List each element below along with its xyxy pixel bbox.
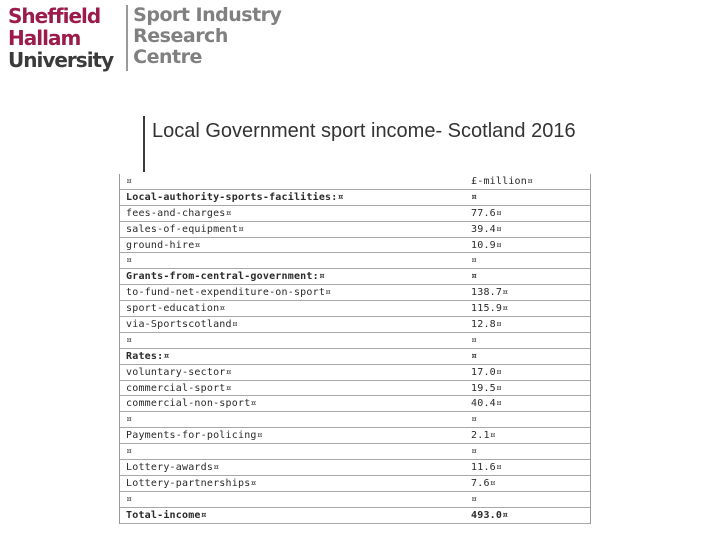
research-centre-name bbox=[133, 5, 281, 75]
row-value: 39.4¤ bbox=[471, 223, 503, 235]
row-value: 11.6¤ bbox=[471, 461, 503, 473]
row-label: to-fund-net-expenditure-on-sport¤ bbox=[126, 287, 332, 299]
table-row bbox=[120, 460, 590, 476]
row-label: Grants-from-central-government:¤ bbox=[126, 271, 326, 283]
row-label: ¤ bbox=[126, 446, 133, 458]
row-label: Total-income¤ bbox=[126, 509, 207, 521]
row-value: 493.0¤ bbox=[471, 509, 509, 521]
table-row bbox=[120, 222, 590, 238]
university-logo bbox=[8, 5, 281, 75]
row-label: ¤ bbox=[126, 175, 133, 187]
logo-divider bbox=[126, 5, 128, 71]
university-name bbox=[8, 5, 113, 75]
row-label: fees-and-charges¤ bbox=[126, 207, 232, 219]
table-row bbox=[120, 476, 590, 492]
row-label: ground-hire¤ bbox=[126, 239, 201, 251]
table-row bbox=[120, 349, 590, 365]
table-row bbox=[120, 301, 590, 317]
centre-name-line: Sport Industry bbox=[133, 4, 282, 26]
row-label: ¤ bbox=[126, 493, 133, 505]
row-value: ¤ bbox=[471, 191, 478, 203]
table-row bbox=[120, 190, 590, 206]
row-value: 77.6¤ bbox=[471, 207, 503, 219]
row-label: Payments-for-policing¤ bbox=[126, 430, 263, 442]
row-label: voluntary-sector¤ bbox=[126, 366, 232, 378]
row-value: ¤ bbox=[471, 255, 478, 267]
row-label: sport-education¤ bbox=[126, 303, 226, 315]
row-label: Local-authority-sports-facilities:¤ bbox=[126, 191, 344, 203]
table-row bbox=[120, 428, 590, 444]
row-value: 40.4¤ bbox=[471, 398, 503, 410]
university-name-line: University bbox=[8, 48, 114, 72]
table-row bbox=[120, 412, 590, 428]
centre-name-line: Research bbox=[133, 25, 228, 47]
row-label: Lottery-awards¤ bbox=[126, 461, 220, 473]
row-value: ¤ bbox=[471, 350, 478, 362]
table-row bbox=[120, 285, 590, 301]
centre-name-line: Centre bbox=[133, 46, 202, 68]
row-value: 12.8¤ bbox=[471, 318, 503, 330]
table-row bbox=[120, 238, 590, 254]
row-value: 2.1¤ bbox=[471, 430, 496, 442]
row-label: ¤ bbox=[126, 255, 133, 267]
table-row bbox=[120, 508, 590, 524]
row-value: 10.9¤ bbox=[471, 239, 503, 251]
table-row bbox=[120, 174, 590, 190]
row-label: ¤ bbox=[126, 414, 133, 426]
row-label: sales-of-equipment¤ bbox=[126, 223, 245, 235]
row-value: £-million¤ bbox=[471, 175, 534, 187]
row-value: ¤ bbox=[471, 271, 478, 283]
row-label: Rates:¤ bbox=[126, 350, 170, 362]
table-row bbox=[120, 253, 590, 269]
table-row bbox=[120, 206, 590, 222]
row-label: via-Sportscotland¤ bbox=[126, 318, 238, 330]
title-accent-rule bbox=[143, 116, 145, 172]
university-name-line: Hallam bbox=[8, 26, 81, 50]
row-value: ¤ bbox=[471, 446, 478, 458]
table-row bbox=[120, 333, 590, 349]
row-label: Lottery-partnerships¤ bbox=[126, 477, 257, 489]
row-value: 17.0¤ bbox=[471, 366, 503, 378]
table-row bbox=[120, 396, 590, 412]
table-row bbox=[120, 365, 590, 381]
row-value: ¤ bbox=[471, 334, 478, 346]
table-row bbox=[120, 492, 590, 508]
table-row bbox=[120, 381, 590, 397]
row-value: 115.9¤ bbox=[471, 303, 509, 315]
table-row bbox=[120, 317, 590, 333]
slide-title: Local Government sport income- Scotland 2016 bbox=[152, 120, 576, 142]
row-label: ¤ bbox=[126, 334, 133, 346]
row-value: 19.5¤ bbox=[471, 382, 503, 394]
row-value: ¤ bbox=[471, 414, 478, 426]
table-row bbox=[120, 444, 590, 460]
table-row bbox=[120, 269, 590, 285]
university-name-line: Sheffield bbox=[8, 4, 101, 28]
row-value: 7.6¤ bbox=[471, 477, 496, 489]
income-table bbox=[119, 174, 591, 524]
row-value: 138.7¤ bbox=[471, 287, 509, 299]
row-label: commercial-non-sport¤ bbox=[126, 398, 257, 410]
row-value: ¤ bbox=[471, 493, 478, 505]
row-label: commercial-sport¤ bbox=[126, 382, 232, 394]
